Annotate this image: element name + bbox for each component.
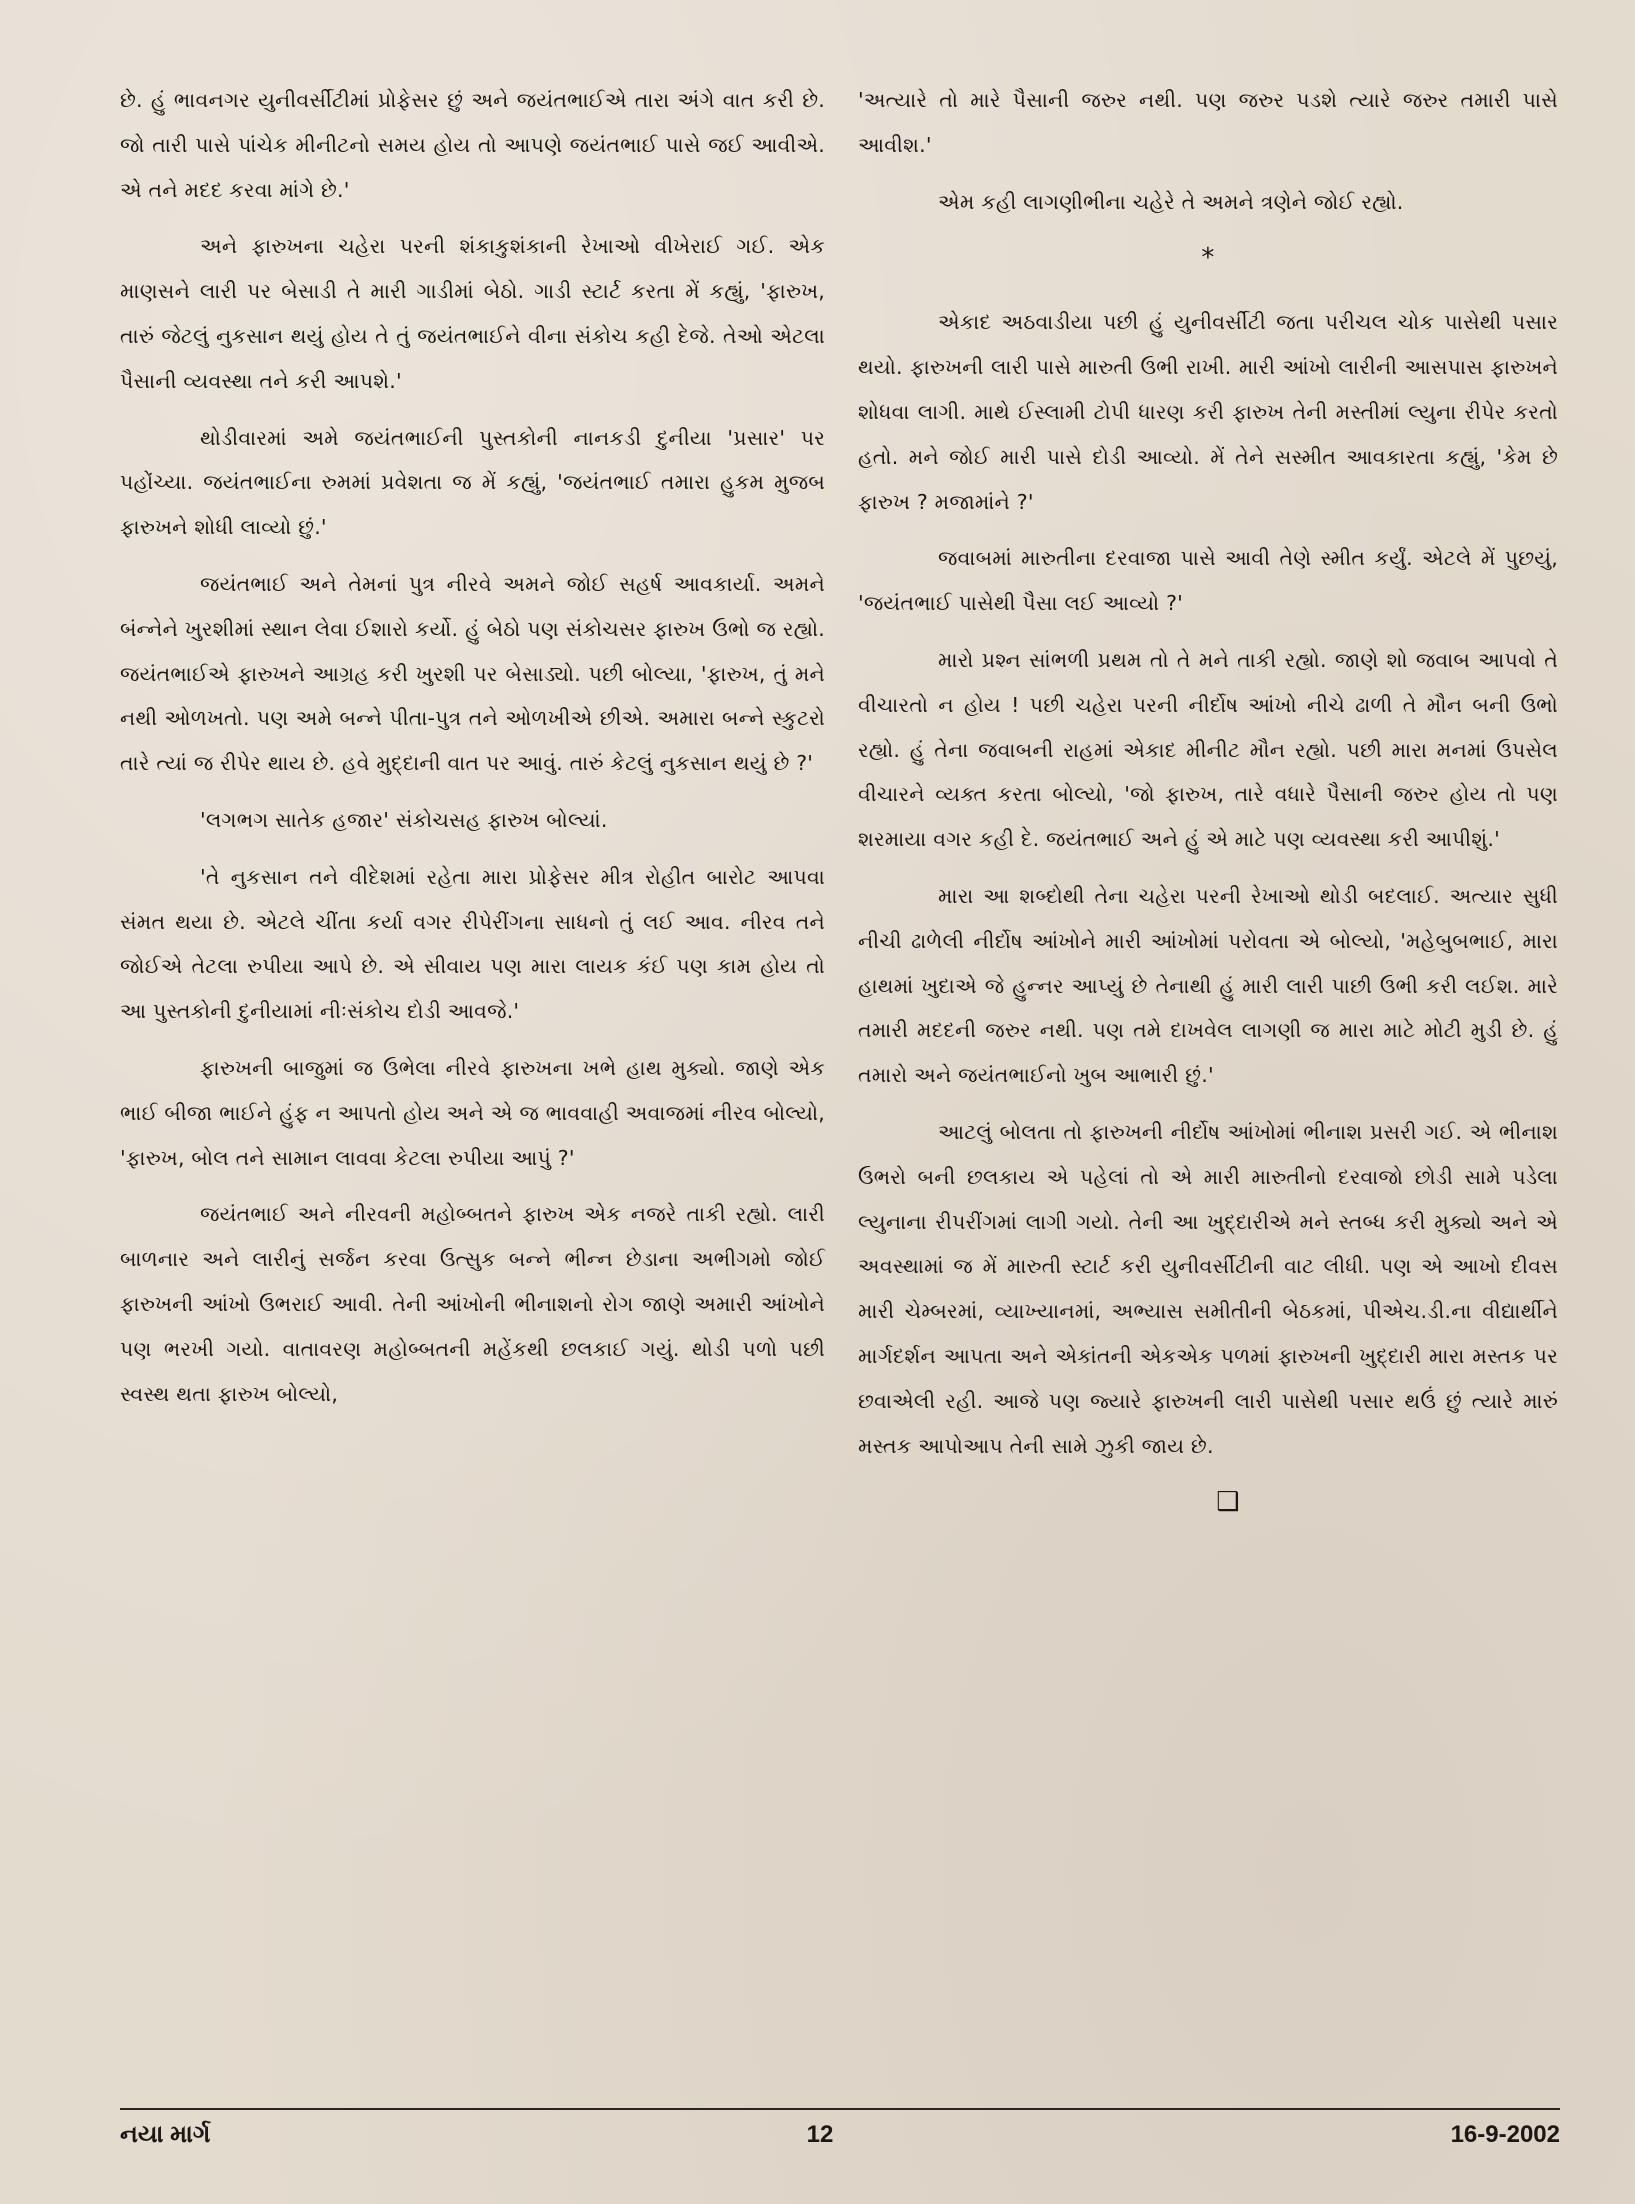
paragraph: જયંતભાઈ અને નીરવની મહોબ્બતને ફારુખ એક નજરે તાકી રહ્યો. લારી બાળનાર અને લારીનું સર્જન કરવા ઉત્સુક બન્ને ભીન્ન છેડાના અભીગમો જોઈ ફારુખની આંખો ઉભરાઈ આવી. તેની આંખોની ભીનાશનો રોગ જાણે અમારી આંખોને પણ ભરખી ગયો. વાતાવરણ મહોબ્બતની મહેંકથી છલકાઈ ગયું. થોડી પળો પછી સ્વસ્થ થતા ફારુખ બોલ્યો, xyxy=(120,1202,825,1406)
paragraph: છે. હું ભાવનગર યુનીવર્સીટીમાં પ્રોફેસર છું અને જયંતભાઈએ તારા અંગે વાત કરી છે. જો તારી પાસે પાંચેક મીનીટનો સમય હોય તો આપણે જયંતભાઈ પાસે જઈ આવીએ. એ તને મદદ કરવા માંગે છે.' xyxy=(120,88,825,202)
paragraph: જવાબમાં મારુતીના દરવાજા પાસે આવી તેણે સ્મીત કર્યું. એટલે મેં પુછયું, 'જયંતભાઈ પાસેથી પૈસા લઈ આવ્યો ?' xyxy=(858,546,1558,616)
paragraph: જયંતભાઈ અને તેમનાં પુત્ર નીરવે અમને જોઈ સહર્ષ આવકાર્યા. અમને બંન્નેને ખુરશીમાં સ્થાન લેવા ઈશારો કર્યો. હું બેઠો પણ સંકોચસર ફારુખ ઉભો જ રહ્યો. જયંતભાઈએ ફારુખને આગ્રહ કરી ખુરશી પર બેસાડ્યો. પછી બોલ્યા, 'ફારુખ, તું મને નથી ઓળખતો. પણ અમે બન્ને પીતા-પુત્ર તને ઓળખીએ છીએ. અમારા બન્ને સ્કુટરો તારે ત્યાં જ રીપેર થાય છે. હવે મુદ્દાની વાત પર આવું. તારું કેટલું નુકસાન થયું છે ?' xyxy=(120,571,825,776)
paragraph: ફારુખની બાજુમાં જ ઉભેલા નીરવે ફારુખના ખભે હાથ મુક્યો. જાણે એક ભાઈ બીજા ભાઈને હુંફ ન આપતો હોય અને એ જ ભાવવાહી અવાજમાં નીરવ બોલ્યો, 'ફારુખ, બોલ તને સામાન લાવવા કેટલા રુપીયા આપું ?' xyxy=(120,1055,825,1170)
footer-rule xyxy=(120,2108,1560,2110)
paragraph: એકાદ અઠવાડીયા પછી હું યુનીવર્સીટી જતા પરીચલ ચોક પાસેથી પસાર થયો. ફારુખની લારી પાસે મારુતી ઉભી રાખી. મારી આંખો લારીની આસપાસ ફારુખને શોધવા લાગી. માથે ઈસ્લામી ટોપી ધારણ કરી ફારુખ તેની મસ્તીમાં લ્યુના રીપેર કરતો હતો. મને જોઈ મારી પાસે દોડી આવ્યો. મેં તેને સસ્મીત આવકારતા કહ્યું, 'કેમ છે ફારુખ ? મજામાંને ?' xyxy=(858,310,1558,514)
paragraph: 'તે નુકસાન તને વીદેશમાં રહેતા મારા પ્રોફેસર મીત્ર રોહીત બારોટ આપવા સંમત થયા છે. એટલે ચીંતા કર્યા વગર રીપેરીંગના સાધનો તું લઈ આવ. નીરવ તને જોઈએ તેટલા રુપીયા આપે છે. એ સીવાય પણ મારા લાયક કંઈ પણ કામ હોય તો આ પુસ્તકોની દુનીયામાં નીઃસંકોચ દોડી આવજે.' xyxy=(120,864,825,1024)
paragraph: અને ફારુખના ચહેરા પરની શંકાકુશંકાની રેખાઓ વીખેરાઈ ગઈ. એક માણસને લારી પર બેસાડી તે મારી ગાડીમાં બેઠો. ગાડી સ્ટાર્ટ કરતા મેં કહ્યું, 'ફારુખ, તારું જેટલું નુકસાન થયું હોય તે તું જયંતભાઈને વીના સંકોચ કહી દેજે. તેઓ એટલા પૈસાની વ્યવસ્થા તને કરી આપશે.' xyxy=(120,234,825,393)
paragraph: 'લગભગ સાતેક હજાર' સંકોચસહ ફારુખ બોલ્યાં. xyxy=(200,807,608,832)
section-separator: * xyxy=(1201,243,1215,274)
right-column xyxy=(858,78,1558,1522)
paragraph: 'અત્યારે તો મારે પૈસાની જરુર નથી. પણ જરુર પડશે ત્યારે જરુર તમારી પાસે આવીશ.' xyxy=(858,88,1558,157)
paragraph: મારો પ્રશ્ન સાંભળી પ્રથમ તો તે મને તાકી રહ્યો. જાણે શો જવાબ આપવો તે વીચારતો ન હોય ! પછી ચહેરા પરની નીર્દોષ આંખો નીચે ઢાળી તે મૌન બની ઉભો રહ્યો. હું તેના જવાબની રાહમાં એકાદ મીનીટ મૌન રહ્યો. પછી મારા મનમાં ઉપસેલ વીચારને વ્યક્ત કરતા બોલ્યો, 'જો ફારુખ, તારે વધારે પૈસાની જરુર હોય તો પણ શરમાયા વગર કહી દે. જયંતભાઈ અને હું એ માટે પણ વ્યવસ્થા કરી આપીશું.' xyxy=(858,647,1558,852)
publication-name: નયા માર્ગ xyxy=(120,2121,211,2148)
left-column xyxy=(120,78,825,1428)
end-of-article-mark: ❑ xyxy=(1216,1487,1240,1518)
paragraph: આટલું બોલતા તો ફારુખની નીર્દોષ આંખોમાં ભીનાશ પ્રસરી ગઈ. એ ભીનાશ ઉભરો બની છલકાય એ પહેલાં તો એ મારી મારુતીનો દરવાજો છોડી સામે પડેલા લ્યુનાના રીપરીંગમાં લાગી ગયો. તેની આ ખુદ્દારીએ મને સ્તબ્ધ કરી મુક્યો અને એ અવસ્થામાં જ મેં મારુતી સ્ટાર્ટ કરી યુનીવર્સીટીની વાટ લીધી. પણ એ આખો દીવસ મારી ચેમ્બરમાં, વ્યાખ્યાનમાં, અભ્યાસ સમીતીની બેઠકમાં, પીએચ.ડી.ના વીદ્યાર્થીને માર્ગદર્શન આપતા અને એકાંતની એકએક પળમાં ફારુખની ખુદ્દારી મારા મસ્તક પર છવાએલી રહી. આજે પણ જ્યારે ફારુખની લારી પાસેથી પસાર થઉં છું ત્યારે મારું મસ્તક આપોઆપ તેની સામે ઝુકી જાય છે. xyxy=(858,1119,1558,1458)
page-number: 12 xyxy=(806,2121,834,2148)
paragraph: થોડીવારમાં અમે જયંતભાઈની પુસ્તકોની નાનકડી દુનીયા 'પ્રસાર' પર પહોંચ્યા. જયંતભાઈના રુમમાં પ્રવેશતા જ મેં કહ્યું, 'જયંતભાઈ તમારા હુકમ મુજબ ફારુખને શોધી લાવ્યો છું.' xyxy=(120,425,825,540)
issue-date: 16-9-2002 xyxy=(1450,2121,1560,2148)
paragraph: મારા આ શબ્દોથી તેના ચહેરા પરની રેખાઓ થોડી બદલાઈ. અત્યાર સુધી નીચી ઢાળેલી નીર્દોષ આંખોને મારી આંખોમાં પરોવતા એ બોલ્યો, 'મહેબુબભાઈ, મારા હાથમાં ખુદાએ જે હુન્નર આપ્યું છે તેનાથી હું મારી લારી પાછી ઉભી કરી લઈશ. મારે તમારી મદદની જરુર નથી. પણ તમે દાખવેલ લાગણી જ મારા માટે મોટી મુડી છે. હું તમારો અને જયંતભાઈનો ખુબ આભારી છું.' xyxy=(858,883,1558,1088)
paragraph: એમ કહી લાગણીભીના ચહેરે તે અમને ત્રણેને જોઈ રહ્યો. xyxy=(938,189,1404,214)
